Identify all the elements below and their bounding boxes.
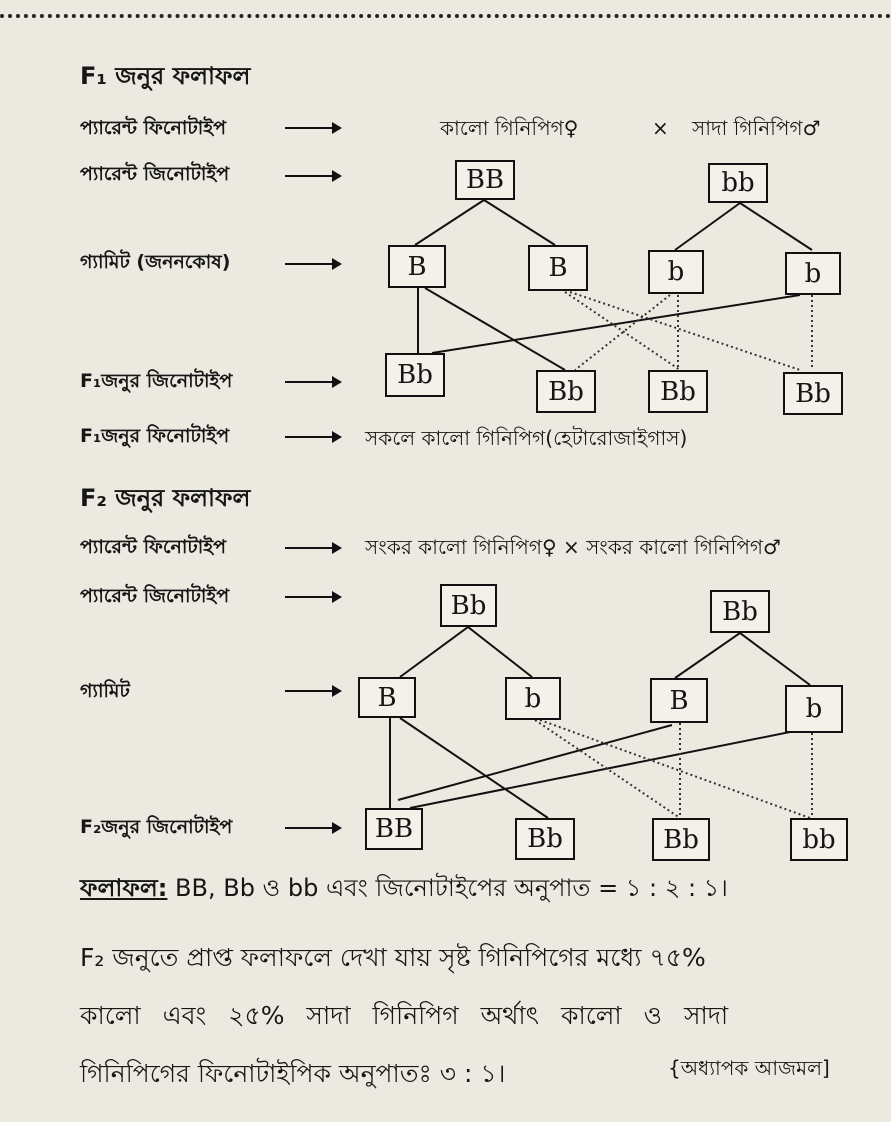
arrow-icon	[285, 127, 340, 129]
f1-genotype-label: F₁জনুর জিনোটাইপ	[80, 370, 233, 392]
arrow-icon	[285, 436, 340, 438]
f1-gamete-box: b	[785, 252, 841, 295]
f2-gamete-box: B	[650, 678, 708, 723]
f1-parent-male: সাদা গিনিপিগ♂	[692, 116, 821, 140]
f2-gamete-label: গ্যামিট	[80, 680, 130, 702]
f1-gamete-box: B	[388, 245, 446, 288]
arrow-icon	[285, 827, 340, 829]
f2-offspring-box: Bb	[515, 818, 575, 860]
arrow-icon	[285, 381, 340, 383]
f2-genotype-label: F₂জনুর জিনোটাইপ	[80, 816, 233, 838]
arrow-icon	[285, 596, 340, 598]
f2-parent-phenotype-label: প্যারেন্ট ফিনোটাইপ	[80, 536, 227, 558]
f2-gamete-box: B	[358, 677, 416, 718]
f1-parent-female: কালো গিনিপিগ♀	[440, 116, 579, 140]
paragraph-line-3: গিনিপিগের ফিনোটাইপিক অনুপাতঃ ৩ : ১।	[80, 1059, 506, 1088]
f2-parent-genotype-box: Bb	[440, 584, 497, 627]
f1-parent-genotype-label: প্যারেন্ট জিনোটাইপ	[80, 163, 230, 185]
result-label: ফলাফল:	[80, 874, 168, 902]
f2-parent-genotype-box: Bb	[710, 590, 770, 633]
f1-phenotype-label: F₁জনুর ফিনোটাইপ	[80, 425, 230, 447]
f1-parent-genotype-box: bb	[708, 163, 768, 203]
arrow-icon	[285, 263, 340, 265]
f1-offspring-box: Bb	[385, 353, 445, 397]
result-line	[80, 870, 728, 910]
f2-gamete-box: b	[785, 685, 843, 733]
arrow-icon	[285, 690, 340, 692]
f1-offspring-box: Bb	[648, 370, 708, 413]
f2-parent-genotype-label: প্যারেন্ট জিনোটাইপ	[80, 585, 230, 607]
f1-offspring-box: Bb	[783, 372, 843, 415]
arrow-icon	[285, 175, 340, 177]
f1-offspring-box: Bb	[536, 370, 596, 413]
f2-offspring-box: Bb	[652, 818, 710, 861]
arrow-icon	[285, 547, 340, 549]
f1-gamete-label: গ্যামিট (জননকোষ)	[80, 251, 231, 273]
f2-gamete-box: b	[505, 677, 561, 720]
paragraph-line-2: কালো এবং ২৫% সাদা গিনিপিগ অর্থাৎ কালো ও সাদা	[80, 1001, 729, 1030]
f1-gamete-box: B	[528, 245, 588, 291]
f1-cross-sign: ×	[652, 116, 669, 140]
paragraph-line-1: F₂ জনুতে প্রাপ্ত ফলাফলে দেখা যায় সৃষ্ট গিনিপিগের মধ্যে ৭৫%	[80, 943, 706, 972]
f1-phenotype-result: সকলে কালো গিনিপিগ(হেটারোজাইগাস)	[365, 426, 688, 450]
f1-heading: F₁ জনুর ফলাফল	[80, 62, 251, 90]
author-credit: {অধ্যাপক আজমল]	[668, 1056, 830, 1080]
f2-heading: F₂ জনুর ফলাফল	[80, 484, 251, 512]
result-text: BB, Bb ও bb এবং জিনোটাইপের অনুপাত = ১ : ২ : ১।	[167, 874, 728, 902]
f2-offspring-box: BB	[365, 808, 423, 850]
f1-gamete-box: b	[648, 250, 704, 294]
f2-parents-text: সংকর কালো গিনিপিগ♀ × সংকর কালো গিনিপিগ♂	[365, 535, 781, 559]
f1-parent-phenotype-label: প্যারেন্ট ফিনোটাইপ	[80, 117, 227, 139]
f1-parent-genotype-box: BB	[455, 160, 515, 200]
f2-offspring-box: bb	[790, 818, 848, 861]
